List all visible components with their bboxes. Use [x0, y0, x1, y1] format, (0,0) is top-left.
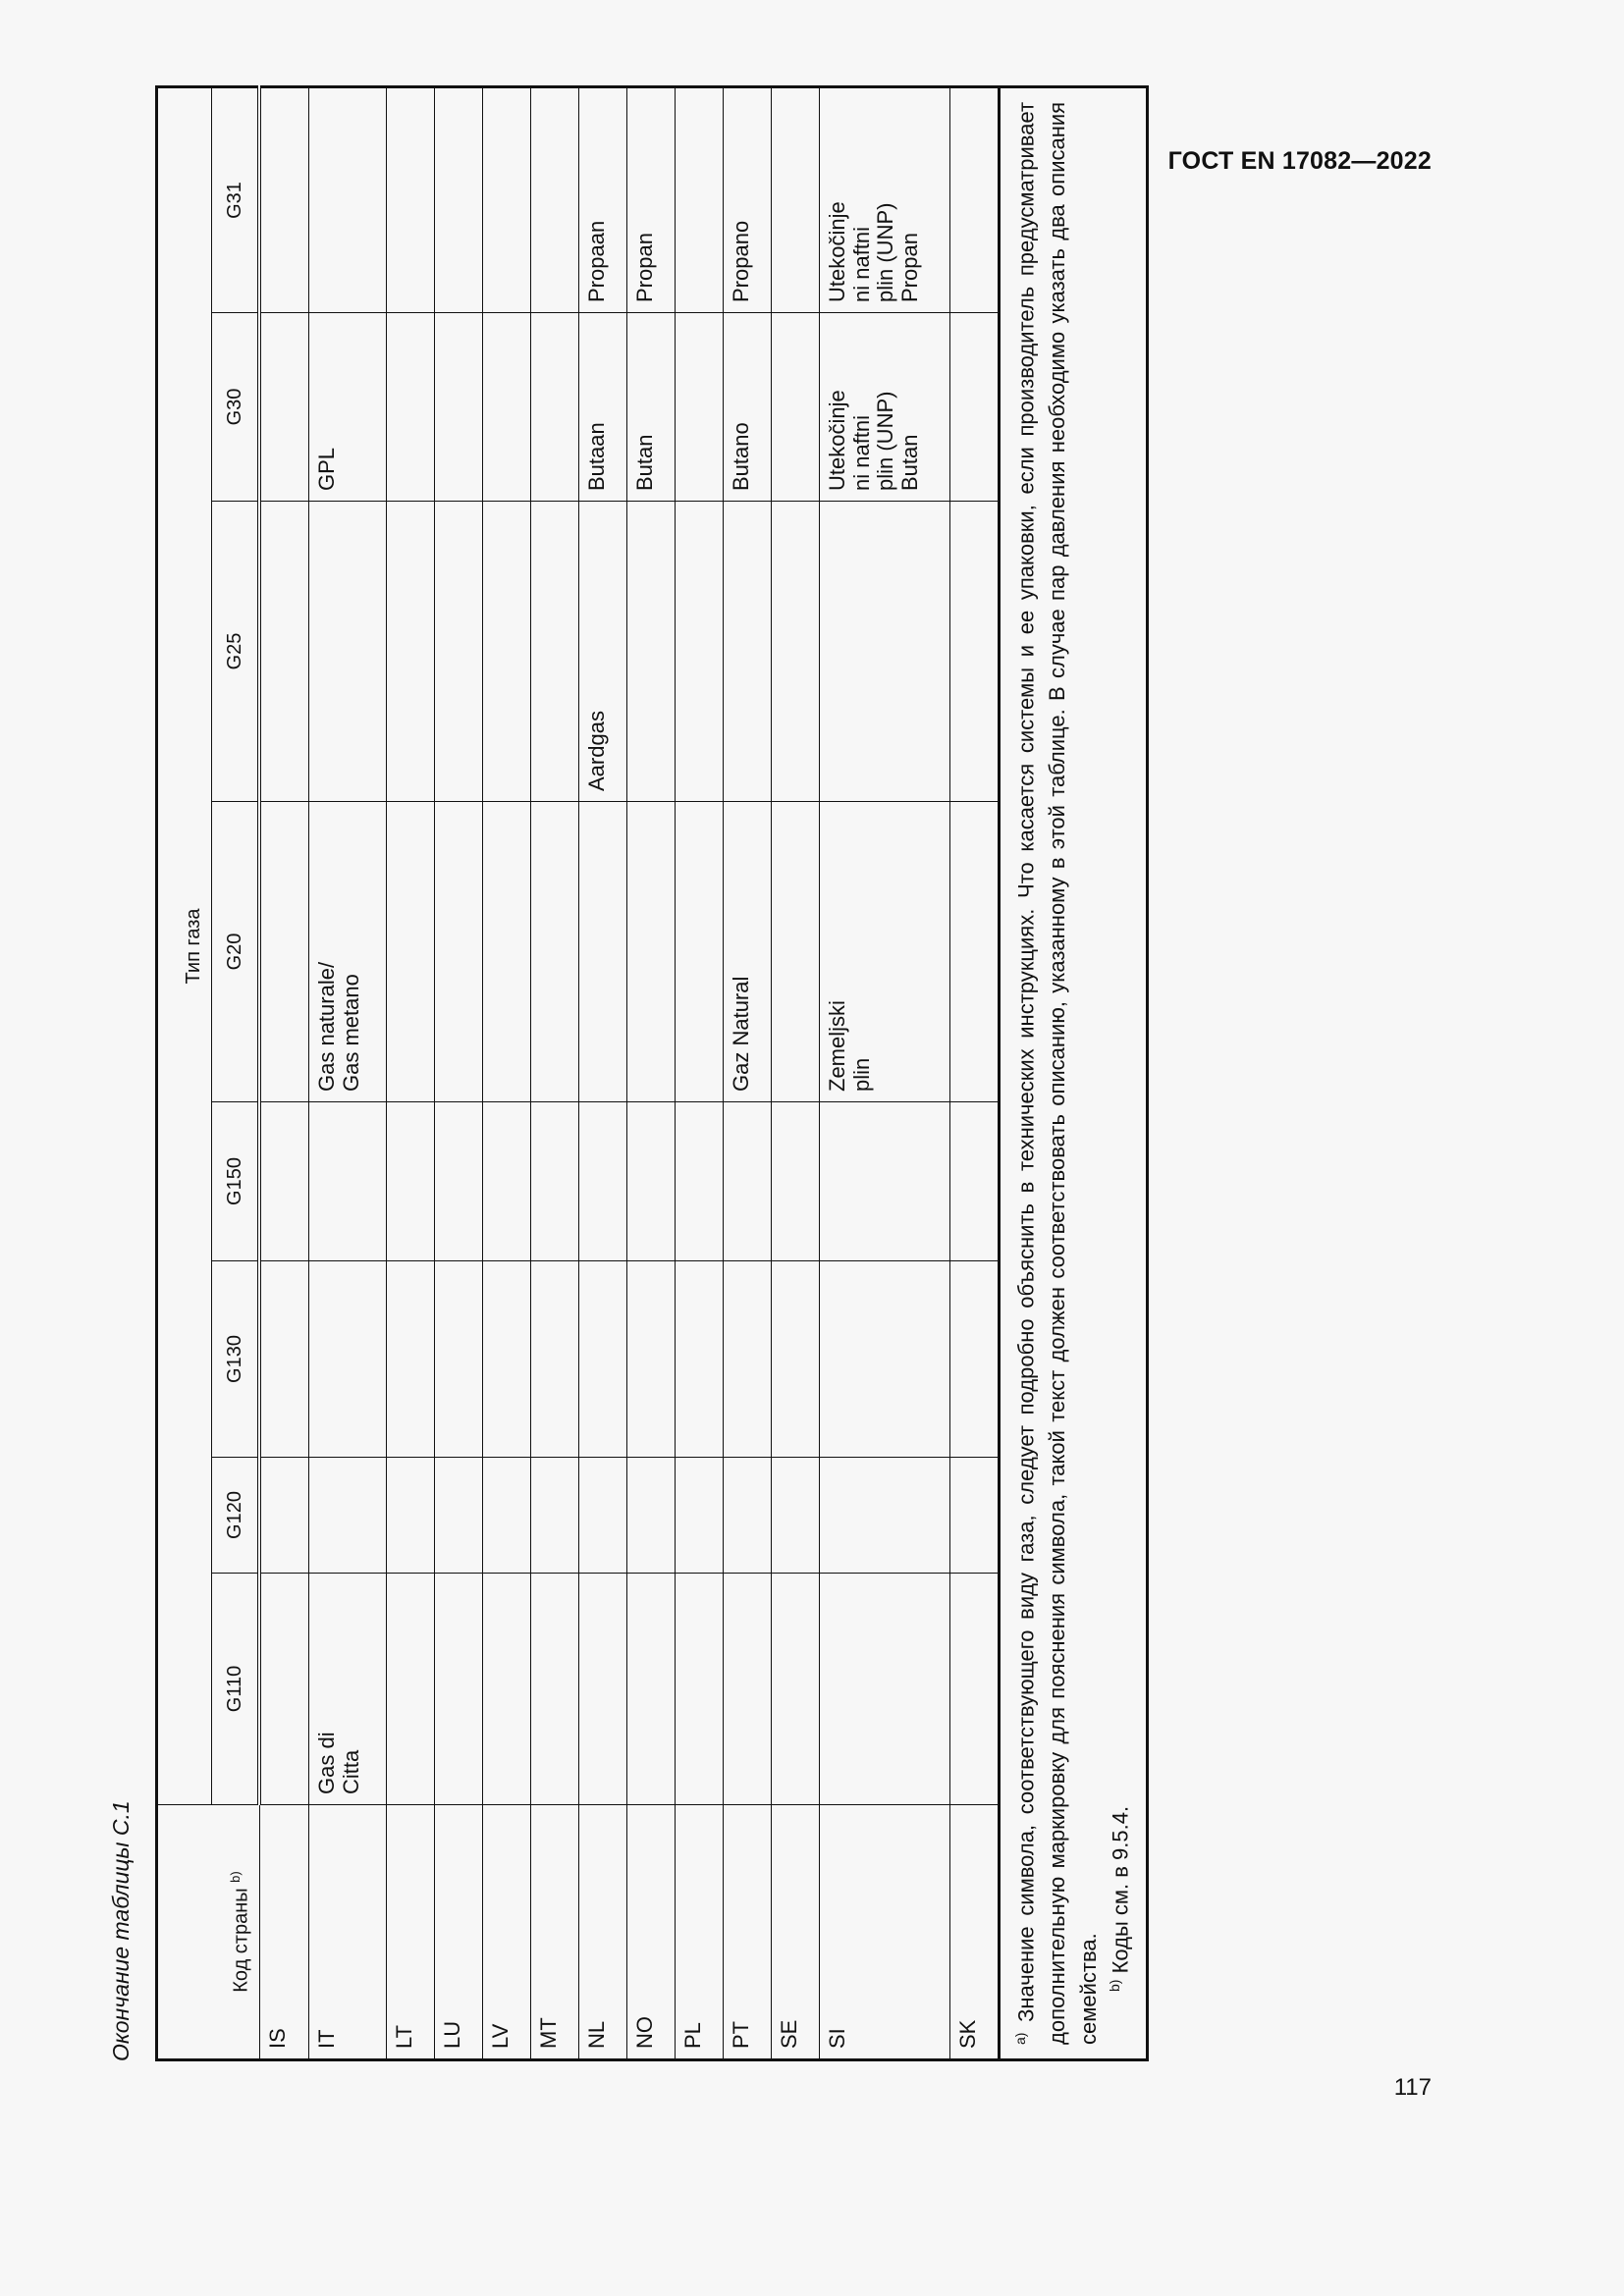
- gas-name-cell: [259, 86, 309, 312]
- footnote-b: [1105, 102, 1136, 2045]
- gas-name-cell: [950, 1261, 1000, 1458]
- gas-name-cell: [950, 1574, 1000, 1805]
- gas-name-cell: [676, 86, 724, 312]
- footnote-a-mark: a): [1012, 2032, 1028, 2045]
- gas-name-cell: [627, 1458, 676, 1574]
- country-code-cell: SI: [820, 1805, 950, 2060]
- gas-name-cell: [772, 1574, 820, 1805]
- gas-name-cell: [724, 1574, 772, 1805]
- table-caption: Окончание таблицы С.1: [108, 1800, 134, 2061]
- gas-name-cell: [676, 1261, 724, 1458]
- table-row: [579, 86, 627, 2059]
- gas-name-cell: [387, 313, 435, 502]
- gas-name-cell: [676, 313, 724, 502]
- gas-name-cell: [772, 802, 820, 1102]
- table-row: [627, 86, 676, 2059]
- country-code-cell: NO: [627, 1805, 676, 2060]
- country-code-cell: IT: [309, 1805, 387, 2060]
- gas-name-cell: [483, 1574, 531, 1805]
- gas-type-table: [155, 85, 1149, 2061]
- gas-name-cell: Zemeljski plin: [820, 802, 950, 1102]
- gas-name-cell: Gas di Citta: [309, 1574, 387, 1805]
- gas-name-cell: [531, 1458, 579, 1574]
- gas-name-cell: [531, 502, 579, 802]
- gas-name-cell: Utekočinje ni naftni plin (UNP) Propan: [820, 86, 950, 312]
- gas-column-header: G30: [212, 313, 260, 502]
- gas-name-cell: [259, 1102, 309, 1261]
- gas-name-cell: [950, 502, 1000, 802]
- gas-name-cell: [627, 1261, 676, 1458]
- gas-name-cell: [435, 1261, 483, 1458]
- gas-name-cell: [531, 1574, 579, 1805]
- country-code-cell: LV: [483, 1805, 531, 2060]
- gas-name-cell: Butaan: [579, 313, 627, 502]
- rotated-table-area: [108, 101, 1149, 2061]
- gas-name-cell: [483, 313, 531, 502]
- gas-name-cell: [724, 502, 772, 802]
- gas-name-cell: [387, 502, 435, 802]
- table-row: [531, 86, 579, 2059]
- gas-name-cell: [435, 1458, 483, 1574]
- gas-column-header: G150: [212, 1102, 260, 1261]
- gas-name-cell: [772, 1102, 820, 1261]
- table-row: [259, 86, 309, 2059]
- table-row: [772, 86, 820, 2059]
- gas-name-cell: [435, 502, 483, 802]
- gas-name-cell: [309, 502, 387, 802]
- gas-name-cell: [772, 86, 820, 312]
- gas-name-cell: [309, 86, 387, 312]
- gas-columns-row: [212, 86, 260, 2059]
- gas-column-header: G110: [212, 1574, 260, 1805]
- gas-name-cell: [820, 1102, 950, 1261]
- gas-name-cell: [820, 502, 950, 802]
- gas-name-cell: [676, 802, 724, 1102]
- gas-name-cell: [772, 1458, 820, 1574]
- gas-type-header: Тип газа: [157, 86, 212, 1804]
- gas-name-cell: [772, 502, 820, 802]
- gas-name-cell: [435, 1102, 483, 1261]
- gas-name-cell: [259, 1574, 309, 1805]
- gas-name-cell: [531, 802, 579, 1102]
- gas-name-cell: [724, 1458, 772, 1574]
- table-row: [724, 86, 772, 2059]
- table-row: [435, 86, 483, 2059]
- gas-name-cell: [820, 1574, 950, 1805]
- gas-name-cell: [579, 1102, 627, 1261]
- table-row: [483, 86, 531, 2059]
- gas-name-cell: [950, 802, 1000, 1102]
- gas-name-cell: [531, 313, 579, 502]
- gas-name-cell: Butano: [724, 313, 772, 502]
- country-code-cell: MT: [531, 1805, 579, 2060]
- gas-name-cell: [820, 1261, 950, 1458]
- country-code-cell: SE: [772, 1805, 820, 2060]
- footnote-b-text: Коды см. в 9.5.4.: [1108, 1805, 1133, 1974]
- gas-name-cell: Propan: [627, 86, 676, 312]
- country-code-cell: IS: [259, 1805, 309, 2060]
- gas-name-cell: [531, 86, 579, 312]
- gas-name-cell: [309, 1261, 387, 1458]
- gas-name-cell: [579, 1458, 627, 1574]
- gas-name-cell: [772, 1261, 820, 1458]
- gas-name-cell: [950, 86, 1000, 312]
- gas-name-cell: Propano: [724, 86, 772, 312]
- gas-name-cell: [820, 1458, 950, 1574]
- gas-name-cell: Gaz Natural: [724, 802, 772, 1102]
- country-code-cell: SK: [950, 1805, 1000, 2060]
- gas-name-cell: GPL: [309, 313, 387, 502]
- gas-column-header: G20: [212, 802, 260, 1102]
- gas-name-cell: [579, 1574, 627, 1805]
- country-code-cell: LU: [435, 1805, 483, 2060]
- gas-name-cell: [627, 1574, 676, 1805]
- gas-column-header: G31: [212, 86, 260, 312]
- footnote-a-text: Значение символа, соответствующего виду газа, следует подробно объяснить в технических инструкциях. Что касается системы и ее упаковки, если производитель предусматривает дополнительную маркировку для пояснения символа, такой текст должен соответствовать описанию, указанному в этой таблице. В случае пар давления необходимо указать два описания семейства.: [1013, 101, 1102, 2045]
- gas-name-cell: [950, 1102, 1000, 1261]
- gas-name-cell: [676, 1458, 724, 1574]
- gas-name-cell: [676, 1102, 724, 1261]
- gas-name-cell: [435, 802, 483, 1102]
- gas-name-cell: [676, 1574, 724, 1805]
- table-body: [259, 86, 1000, 2059]
- gas-name-cell: [387, 1261, 435, 1458]
- gas-column-header: G130: [212, 1261, 260, 1458]
- gas-name-cell: [724, 1261, 772, 1458]
- table-footnotes: [1000, 86, 1148, 2059]
- gas-name-cell: [772, 313, 820, 502]
- gas-name-cell: Propaan: [579, 86, 627, 312]
- footnote-b-mark: b): [1107, 1979, 1122, 1992]
- country-code-header: [157, 1805, 260, 2060]
- country-code-header-label: Код страны: [230, 1888, 252, 1993]
- gas-name-cell: [950, 1458, 1000, 1574]
- gas-name-cell: [531, 1102, 579, 1261]
- gas-column-header: G120: [212, 1458, 260, 1574]
- gas-name-cell: [483, 802, 531, 1102]
- footnote-a: [1010, 102, 1105, 2045]
- gas-name-cell: [483, 502, 531, 802]
- gas-name-cell: Aardgas: [579, 502, 627, 802]
- gas-name-cell: [435, 86, 483, 312]
- gas-column-header: G25: [212, 502, 260, 802]
- country-code-cell: LT: [387, 1805, 435, 2060]
- gas-name-cell: [950, 313, 1000, 502]
- country-code-ref: b): [227, 1871, 243, 1883]
- country-code-cell: PL: [676, 1805, 724, 2060]
- gas-name-cell: [259, 1261, 309, 1458]
- table-row: [387, 86, 435, 2059]
- gas-name-cell: [435, 1574, 483, 1805]
- gas-name-cell: [387, 86, 435, 312]
- gas-name-cell: Gas naturale/ Gas metano: [309, 802, 387, 1102]
- table-row: [820, 86, 950, 2059]
- gas-name-cell: [387, 1458, 435, 1574]
- gas-name-cell: [724, 1102, 772, 1261]
- gas-name-cell: [259, 313, 309, 502]
- gas-name-cell: [483, 86, 531, 312]
- gas-name-cell: [627, 1102, 676, 1261]
- gas-name-cell: [531, 1261, 579, 1458]
- gas-name-cell: [309, 1102, 387, 1261]
- gas-name-cell: Butan: [627, 313, 676, 502]
- country-code-cell: NL: [579, 1805, 627, 2060]
- table-row: [950, 86, 1000, 2059]
- gas-name-cell: [259, 1458, 309, 1574]
- gas-name-cell: [627, 802, 676, 1102]
- gas-name-cell: Utekočinje ni naftni plin (UNP) Butan: [820, 313, 950, 502]
- gas-name-cell: [259, 502, 309, 802]
- page-number: 117: [1393, 2074, 1432, 2101]
- gas-name-cell: [579, 1261, 627, 1458]
- gas-name-cell: [483, 1261, 531, 1458]
- gas-name-cell: [387, 1574, 435, 1805]
- gas-name-cell: [259, 802, 309, 1102]
- gas-name-cell: [579, 802, 627, 1102]
- standard-code: ГОСТ EN 17082—2022: [1167, 147, 1432, 175]
- gas-name-cell: [435, 313, 483, 502]
- gas-name-cell: [387, 802, 435, 1102]
- gas-name-cell: [627, 502, 676, 802]
- table-row: [676, 86, 724, 2059]
- gas-name-cell: [387, 1102, 435, 1261]
- gas-name-cell: [676, 502, 724, 802]
- gas-name-cell: [483, 1458, 531, 1574]
- table-row: [309, 86, 387, 2059]
- gas-name-cell: [309, 1458, 387, 1574]
- country-code-cell: PT: [724, 1805, 772, 2060]
- gas-name-cell: [483, 1102, 531, 1261]
